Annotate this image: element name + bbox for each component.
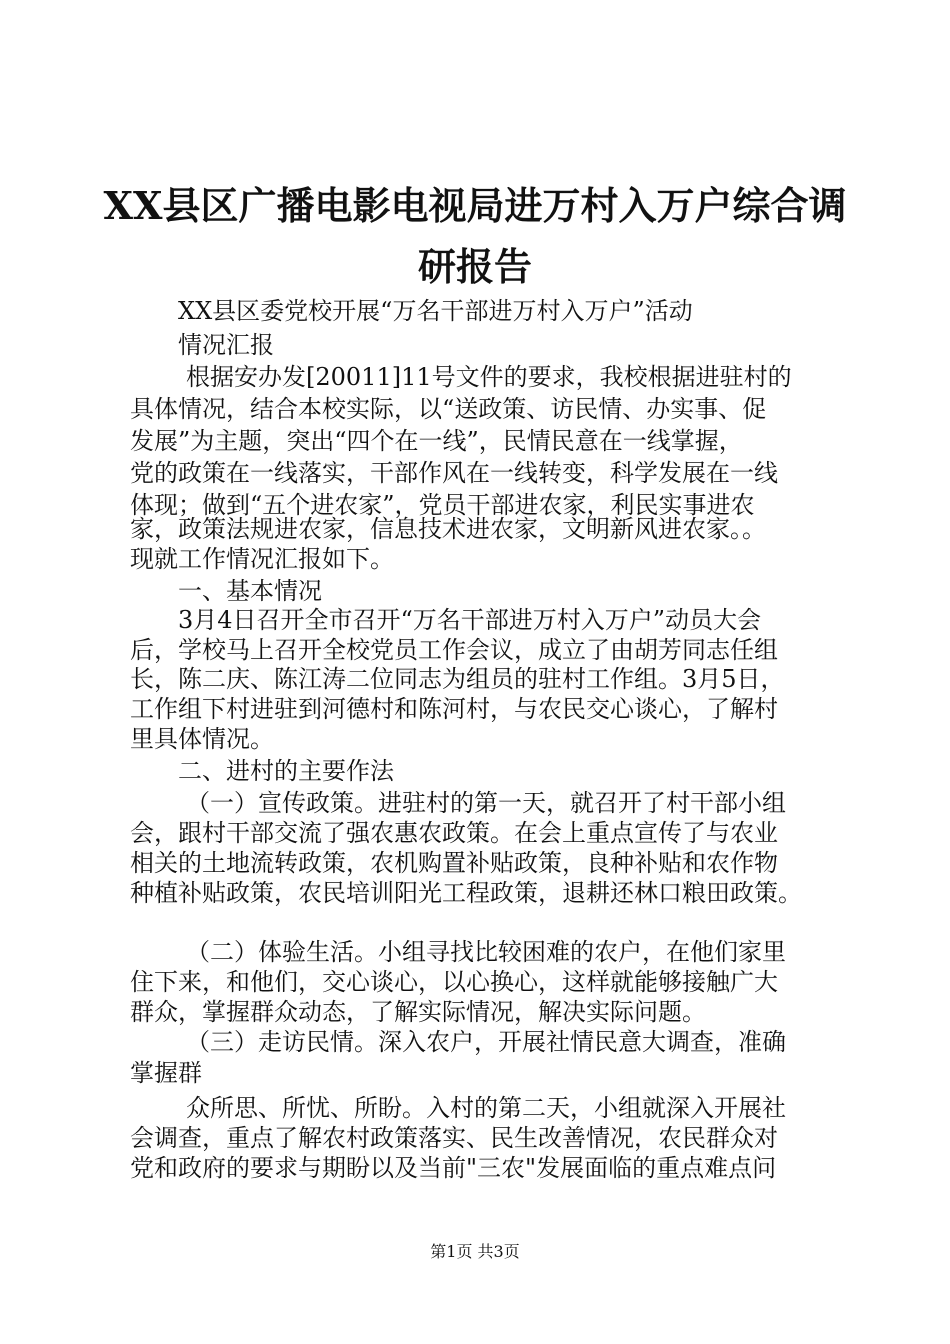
body-line: 会调查，重点了解农村政策落实、民生改善情况，农民群众对 [130,1124,778,1152]
body-line: 发展”为主题，突出“四个在一线”，民情民意在一线掌握， [130,427,743,455]
body-line: 家，政策法规进农家，信息技术进农家，文明新风进农家。。 [130,515,766,543]
body-line: 长，陈二庆、陈江涛二位同志为组员的驻村工作组。3月5日， [130,665,785,693]
body-line: 3月4日召开全市召开“万名干部进万村入万户”动员大会 [178,606,762,634]
document-title-line-2: 研报告 [417,244,532,289]
body-line: 里具体情况。 [130,725,274,753]
body-line: 相关的土地流转政策，农机购置补贴政策，良种补贴和农作物 [130,849,778,877]
body-line: （三）走访民情。深入农户，开展社情民意大调查，准确 [186,1028,786,1056]
body-line: 根据安办发[20011]11号文件的要求，我校根据进驻村的 [186,363,792,391]
body-line: 种植补贴政策，农民培训阳光工程政策，退耕还林口粮田政策。 [130,879,802,907]
body-line: （一）宣传政策。进驻村的第一天，就召开了村干部小组 [186,789,786,817]
section-heading: 二、进村的主要作法 [178,757,394,785]
body-line: 众所思、所忧、所盼。入村的第二天，小组就深入开展社 [186,1094,786,1122]
body-line: 党和政府的要求与期盼以及当前"三农"发展面临的重点难点问 [130,1154,777,1182]
section-heading: 一、基本情况 [178,577,322,605]
body-line: 后，学校马上召开全校党员工作会议，成立了由胡芳同志任组 [130,636,778,664]
body-line: 住下来，和他们，交心谈心，以心换心，这样就能够接触广大 [130,968,778,996]
subtitle-line: XX县区委党校开展“万名干部进万村入万户”活动 [178,297,693,325]
body-line: 工作组下村进驻到河德村和陈河村，与农民交心谈心，了解村 [130,695,778,723]
body-line: 会，跟村干部交流了强农惠农政策。在会上重点宣传了与农业 [130,819,778,847]
body-line: （二）体验生活。小组寻找比较困难的农户，在他们家里 [186,938,786,966]
document-title-line-1: XX县区广播电影电视局进万村入万户综合调 [103,183,847,228]
body-line: 掌握群 [130,1059,202,1087]
body-line: 党的政策在一线落实，干部作风在一线转变，科学发展在一线 [130,459,778,487]
page-number-footer: 第1页 共3页 [430,1242,520,1261]
body-line: 现就工作情况汇报如下。 [130,545,394,573]
body-line: 群众，掌握群众动态，了解实际情况，解决实际问题。 [130,998,706,1026]
body-line: 体现；做到“五个进农家”，党员干部进农家，利民实事进农 [130,491,755,519]
body-line: 具体情况，结合本校实际，以“送政策、访民情、办实事、促 [130,395,767,423]
subtitle-line: 情况汇报 [178,331,274,359]
